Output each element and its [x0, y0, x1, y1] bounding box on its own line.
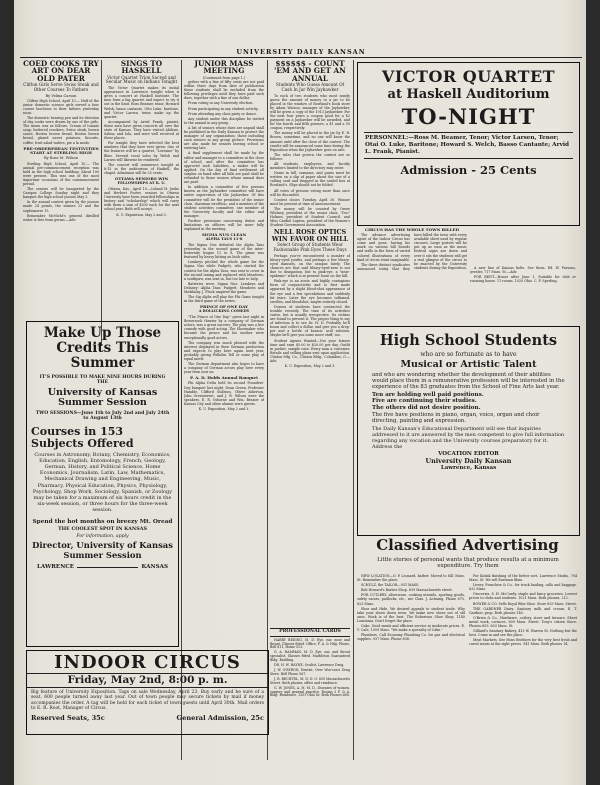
- notices-list: [470, 266, 576, 283]
- vocation-editor: VOCATION EDITOR: [438, 450, 499, 457]
- sessions-dates: TWO SESSIONS—June 1th to July 2nd and July 24th to August 13th: [35, 410, 170, 422]
- classified-left-list: [357, 574, 465, 641]
- paragraph: A list of seniors whose dues are unpaid shall be published in the Daily Kansan to protect the manager of any organization; those including such seniors in any group picture. Provisions are also made for seniors leaving school or entering late.: [184, 125, 264, 151]
- exposition-tag: K. U. Exposition, May 2 and 3.: [116, 213, 167, 218]
- paragraph: To each of two students who most nearly guess the amount of money in a jar to be placed in the window of Rowland's book store by Adam Watson, manager of the Jayhawker, will be given a copy of the 1913 Jayhawker. For the next four years a coupon good for a $2 payment on a Jayhawker will be awarded, and for the fourth and fifth guesses, a $1 and a 50 coupon, respectively.: [270, 93, 350, 131]
- article-ottawa-body: [104, 187, 179, 212]
- paragraph: gether with a fine of fifty cents are not paid within three days from date of publication these students shall be excluded from the following privileges until they have paid such dues, together with a fine of one dollar.: [184, 79, 264, 101]
- paragraph: BOWER & CO. Sells Royal Blue Shoe. Store 829 Mass. Street.: [473, 601, 577, 606]
- subhead-nell-rose-optics: Select Group of Students Wear Fashionable Pink Eyes These Days: [273, 242, 347, 253]
- paragraph: Perhaps you've encountered a number of bleary-eyed youths, and perhaps a few bleary-eyed damsels, on the campus lately. The chances are that said bleary-eyed-ness is not due to dissipation, but to pink-eye, a "near-epidemic" which is at present loose on the hill.: [270, 253, 350, 279]
- paragraph: FOR RENT—House after June 1. Suitable for club or rooming house. 11 rooms. 1020 Ohio. C. F. Sperling.: [470, 275, 576, 284]
- director-summer-session: Director, University of Kansas Summer Session: [32, 540, 173, 560]
- victor-quartet-ad: [357, 62, 580, 226]
- professional-cards-list: [270, 639, 350, 699]
- paragraph: In addition a committee of five persons known as the Jayhawker committee will have entire supervision of the Jayhawker. Of this committee will be the president of the senior class, chairman ex-officio, and a member of the student activities committee, one member of the University faculty and the editor and manager.: [184, 185, 264, 218]
- paragraph: The Sig Alphs will play the Phi Gams tonight in the third game of the series.: [184, 295, 264, 304]
- paragraph: The money will be placed in the jar by E. R. Brown, sometime, and no one will know the amount until after the close of the contest. The results will be announced some time during the Exposition when the Jayhawker goes on sale.: [270, 131, 350, 152]
- paragraph: Bob Howard's Barber Shop, 839 Massachusetts street.: [361, 588, 453, 593]
- paragraph: The German department also hopes to have a company of German actors play here every year from now on.: [184, 362, 264, 375]
- professional-cards-title: PROFESSIONAL CARDS: [270, 628, 350, 637]
- indoor-circus-title: INDOOR CIRCUS: [54, 652, 241, 673]
- paragraph: J. R. BECHTEL, M. D. D. O. 835 Massachusetts Street. Both phones, office and residence.: [270, 676, 350, 685]
- paragraph: Groceries. S. H. McCurdy, staple and fancy groceries. Lowest prices to clubs and students. 1021 Mass. Both phones, 212.: [469, 592, 577, 601]
- paragraph: In the annual contest given by the juniors made 24 points, the seniors 23 and the sophomores 15.: [23, 200, 99, 213]
- paragraph: Pink-eye is an acute and highly contagious form of conjunctivitis and is first made apparent by a slight blood-shot appearance of the eye and a few speculations and suddenly fat tears. Later the eye becomes inflamed, swollen, and bloodshot, maybe entirely closed.: [270, 279, 350, 304]
- lawrence-label: LAWRENCE: [37, 563, 75, 570]
- talent-text: and who are wondering whether the development of their abilities would place them in a remunerative profession will be interested in the experience of the 83 graduates from the School of Fine Arts last year.: [372, 371, 565, 391]
- paragraph: NEW LOCATION—O. P. Leonard, barber. Moved to 841 Mass. St. Remember the place.: [357, 574, 465, 583]
- headline-sings-to-haskell: SINGS TO HASKELL: [120, 60, 163, 76]
- paragraph: The money will be counted by Orner Whitney, president of the senior class, "Doc" Holmes, president of Student Council, and Miss Cardiel Lupton, president of the Women's Student Government Association.: [270, 206, 350, 228]
- paragraph: THE GARDNER Dairy. Sanitary milk and cream. E. T. Gardner, prop. Both phones 140.: [469, 606, 577, 615]
- five-positions-text: The five have positions in piano, organ, voice, organ and choir directing, painting and expression.: [372, 412, 540, 425]
- paragraph: Meat Markets. See Moss Brothers for the very best fresh and cured meats at the right prices. 941 Mass. Both phones 14.: [469, 638, 577, 647]
- paragraph: From attending any class party or dance.: [188, 111, 257, 116]
- byline-carson: By Velma Carson: [45, 93, 77, 98]
- paragraph: Name in full, surname, and guess must be written on a slip of paper about the size of a calling card and dropped in the sealed box at Rowland's. Slips should not be folded.: [270, 171, 350, 188]
- column-count-em: [270, 60, 350, 627]
- paragraph: For Kodak finishing of the better sort, Lawrence Studio, 704 Mass. St. We sell Eastman films.: [469, 574, 577, 583]
- headline-count-em: $$$$$$ - COUNT 'EM AND GET AN ANNUAL: [274, 60, 346, 83]
- article-sterling-body: [23, 162, 99, 222]
- university-daily-kansan: University Daily Kansan: [425, 457, 512, 466]
- paragraph: Phi Alpha Delta held its second Founders' Day banquet last night. Dean Green, Professor Hamble, Clifford Sullivan, Oliver Atherton, John Greenstreet, and J. R. Wilson were the speakers. E. R. Osborne and Wm. Brazier of Kansas City and other alumni were guests.: [184, 381, 264, 406]
- paragraph: The rules that govern the contest are as follows:: [270, 152, 350, 161]
- summer-session-ad: [26, 321, 179, 647]
- indoor-circus-text: Big feature of University Exposition. Tags on sale Wednesday, April 23. Buy early and be sure of a seat. 600 people turned away last year. Out of town people may secure tickets by mail if money accompanies the order. A tag will be held for each ticket of town guests until April 30th. Mail orders to E. R. Root, Manager of Circus.: [31, 690, 264, 712]
- paragraph: Lemkeys pitched the whole game for the Sigma Nus while Padgett, who started the contest for the Alpha Taus, was sent to cover in the second inning and replaced with Meadows, a southpaw, was sent in, but too late to help.: [184, 260, 264, 281]
- paragraph: Ottawa, Kas., April 10.—Leland H. Jenks and Herbert Foster, seniors in Ottawa University have been awarded fellowships in history and "scholarship" which will carry with them a sum of $200 each for the next school year. Both will accept.: [104, 186, 179, 212]
- make-up-credits-title: Make Up Those Credits This Summer: [43, 325, 162, 371]
- article-count-body: [270, 94, 350, 228]
- column-junior-mass-meeting: [184, 60, 264, 655]
- paragraph: All votes of persons voting more than once will be discarded.: [270, 188, 350, 197]
- student-agents-ad: [270, 339, 350, 364]
- paragraph: A new line of Kansas belts. See them. Ed. W. Parsons, jeweler, 717 Mass. St.—Adv.: [470, 266, 576, 275]
- column-notices: [470, 266, 576, 326]
- nine-hours-line: IT'S POSSIBLE TO MAKE NINE HOURS DURING THE: [39, 375, 166, 386]
- coolest-spot: THE COOLEST SPOT IN KANSAS: [58, 525, 147, 532]
- educational-department-text: The Daily Kansan's Educational Department will see that inquiries addressed to it are answered by the men competent to give full information regarding any vocation and the University courses preparatory for it. Address the: [372, 425, 565, 450]
- column-rule: [353, 60, 354, 760]
- paragraph: The domestic hearing pen and its devotion of day cooks were drawn by one of the girls. The menu was as follows: Cream of tomato soup, buttered crackers, Swiss steak, brown sauce, Boston brown bread, Boston brown bread, glazed sweet potatoes, biscuits, coffee, fruit salad wafers, pie a la mode.: [23, 115, 99, 145]
- paragraph: From voting in any University election.: [188, 101, 254, 106]
- paragraph: Further provisions concerning duties and limitations on officers will be more fully explained in the meeting.: [184, 218, 264, 232]
- article-coed-cooks-body: [23, 99, 99, 145]
- classified-title: Classified Advertising: [376, 536, 559, 554]
- paragraph: SCHULZ, the TAILOR—931 MASS.: [361, 583, 420, 588]
- indoor-circus-ad: [26, 650, 269, 735]
- masthead-rule: [20, 57, 582, 58]
- paragraph: Shoe and Hide. We desired appeals to student trade. Why take your shoes down town. We make new shoes out of old ones. Work is of the best. The Robertson Shoe Shop. 1140 Louisiana. Don't forget the place.: [357, 606, 465, 623]
- paragraph: The three distinct syndicates announced today that they have billed the town with every available sheet used by regular circuses. Large posters will be put up as soon as the music festival signs are down and over it sits the students will get a real glimpse of the circus to be enacted by the University students during the Exposition.: [357, 233, 467, 271]
- subhead-sings-to-haskell: Victor Quartet Trion Sacred and Secular Music on Indians Tonight: [105, 74, 178, 85]
- paragraph: A final supplement shall be made by the editor and manager to a committee at the close of school, and after the committee has approved such liabilities, a sinker will be applied. On the day of final settlement all surplus on hand after all bills are paid shall be refunded to those seniors whose annual dues are paid.: [184, 151, 264, 185]
- paragraph: Any student under this discipline be invited to the annual in any group.: [184, 116, 264, 125]
- continued-note: (Continued from page 1.): [202, 75, 246, 80]
- paragraph: Contest closes Tuesday, April 30. Winner must be present at time of announcement.: [270, 197, 350, 206]
- paragraph: Plumbers. Call Economy Plumbing Co. for gas and electrical supplies. 937 Mass. Phone 608.: [357, 633, 465, 642]
- paragraph: "The Prince of One Day," given last night in Bowersock theater by a company of German actors, was a great success. The play was a live comedy with good acting. The Shoemaker who became the prince and his mother were exceptionally good actors.: [184, 315, 264, 340]
- victor-quartet-title: VICTOR QUARTET: [381, 67, 556, 86]
- subhead-ottawa-seniors: FELLOWSHIPS AT K. U.: [117, 181, 166, 186]
- paragraph: HARRY REDING, M. D. Eye, ear, nose and throat. Glasses fitted. Office, F. A. & Hdg. Phone, Bell 811, Home 513.: [270, 637, 350, 650]
- headline-nell-rose-optics: NELL ROSE OPTICS WIN FAVOR ON HILL: [271, 228, 349, 243]
- subhead-sigma-nus: ALPHA TAUS 11-8: [205, 237, 243, 242]
- courses-title: Courses in 153 Subjects Offered: [31, 424, 134, 450]
- paragraph: J. W. O'BYRON, Dentist, Over Woo'son's Drug Store. Bell Phone 567.: [270, 668, 350, 676]
- headline-junior-mass-meeting: JUNIOR MASS MEETING: [194, 60, 254, 76]
- paragraph: O'Brien & Co., Hardware, cutlery, stove and tinware. Sheet metal work, cornices, 809 Mass. Street. Tony's citizen Store. Phones 653. 603 Mass. St.: [469, 615, 577, 629]
- paragraph: For tonight they have selected the best numbers that they have ever given. One of the features will be a quartet, "Lorraine" by Bliss. Several vocal solos by Welsh and Larsen will likewise be rendered.: [104, 141, 179, 162]
- paragraph: Accompanied by Arvid Frank, pianist, these men have given concerts all over the state of Kansas. They have visited Abilene, Salina, and Iola, and were well received at these places.: [104, 119, 179, 141]
- tonight-line: TO-NIGHT: [401, 103, 536, 129]
- general-admission: General Admission, 25c: [176, 713, 264, 722]
- paragraph: Batteries were: Sigma Nus: Lemkeys and Delaney; Alpha Taus: Padgett, Meadows and Meddalay. J. Fluck umpired the game.: [184, 281, 264, 295]
- exposition-tag: K. U. Exposition, May 2 and 3.: [284, 364, 336, 369]
- subhead-count-em: Students Who Guess Amount Of Cash In Jar Win Jayhawker: [275, 82, 345, 92]
- paragraph: From participating in any student activity.: [188, 106, 259, 111]
- subhead-coed-cooks: Clifton Girls Serve Swiss Steak and Other Courses To Fathers: [23, 82, 99, 92]
- column-circus-billed: [357, 228, 467, 328]
- article-nell-body: [270, 254, 350, 338]
- paragraph: Gilliard's Sanitary Bakery, 413 W. Warren St. Nothing but the best. Come in and see the place.: [469, 629, 577, 638]
- paragraph: The seniors will be banqueted by the Campus College Sunday night and they banquet the high school juniors May 3.: [23, 187, 99, 200]
- paragraph: The Victor Quartet makes its initial appearance in Lawrence tonight when it gives a concert at Haskell Institute. The men form a big quartet and expect to try it out in the limit. Ross Beamer, tenor, Howard Welsh, basso cantante, Otto Luke, baritone, and Victor Larsen, tenor, make up the quartet.: [104, 86, 179, 119]
- article-circus-body: [357, 233, 467, 271]
- paragraph: The company was much pleased with the interest displayed in their German production and expects to play here again next year, probably giving Wilhelm Tell or some play of equal merit.: [184, 340, 264, 361]
- paragraph: G. A. HAMMAN, M. D. Eye, ear, and throat specialist. Glasses fitted. Marbleton Guaranteed Bldg. Building.: [270, 650, 350, 663]
- newspaper-sheet: [20, 30, 582, 778]
- column-rule: [101, 60, 102, 346]
- paragraph: Remember McNicht's general distilled water is free from germs.—Adv.: [23, 213, 99, 222]
- byline-wilson: By Rose M. Wilson: [43, 156, 78, 161]
- column-coed-cooks: [23, 60, 99, 346]
- lawrence-kansas: Lawrence, Kansas: [440, 464, 497, 471]
- paragraph: DR. H. W. HAYNE, Oculist, Lawrence Drug.: [274, 663, 345, 668]
- info-apply: For information, apply: [76, 534, 129, 540]
- quartet-personnel: PERSONNEL:—Ross M. Beamer, Tenor; Victor Larsen, Tenor; Otai O. Luke, Baritone; Howard S. Welch, Basso Cantante; Arvid L. Frank, Pianist.: [364, 132, 573, 159]
- paragraph: Sterling High School, April 10.— The annual pre-commencement reception was held in the high school building. About 100 were present. This was one of the most important occasions of the commencement period.: [23, 161, 99, 186]
- article-junior-body: [184, 80, 264, 231]
- headline-ottawa-seniors: OTTAWA SENIORS WIN: [114, 176, 169, 182]
- column-sings-to-haskell: [104, 60, 179, 346]
- spend-hot-months: Spend the hot months on breezy Mt. Oread: [32, 518, 173, 525]
- paragraph: Dozens of students have contracted the trouble recently. The time of its activities varies, but is usually irrespective. Its victims are found to prevent it. The proper thing to say of infection is to see Dr. H. D. Probably he'll boom and collect a dollar, and give you a drop-per and a bottle of boracic acid solution. Maybe he'll give you some more stuff, too.: [270, 304, 350, 338]
- talent-line: Musical or Artistic Talent: [400, 359, 537, 370]
- reserved-seats: Reserved Seats, 35c: [31, 713, 105, 722]
- paragraph: Cake. Good meals and efficient service at moderate prices. E. V. Cafe, 1009 Mass. "We make a specialty of Cake.": [357, 624, 465, 633]
- headline-prince-of-one-day: PRINCE OF ONE DAY: [199, 304, 248, 310]
- headline-sterling-high: PRE-ORDERPHEAN TESTIVITIES START AT STERLING HIGH: [23, 145, 99, 156]
- article-pad-body: [184, 381, 264, 406]
- classified-intro: Little stories of personal wants that produce results at a minimum expenditure. Try them: [377, 557, 559, 570]
- paragraph: The advance advertising agent of the Indoor Circus has come and gone, having his mark on various bill boards and walls in the form of varied colored illustrations of every kind of circus stunt imaginable.: [357, 233, 410, 262]
- five-studies: Five are continuing their studies.: [372, 398, 477, 405]
- article-sigma-body: [184, 243, 264, 303]
- masthead: UNIVERSITY DAILY KANSAN: [236, 48, 366, 56]
- paragraph: G. W. JONES, A. M. M. D., Diseases of women, surgery and general practice. Rooms 3 F. & A. Bldg. Residence, 1201 Ohio St. Both Phones 668.: [270, 685, 350, 698]
- fortunate-line: who are so fortunate as to have: [420, 351, 517, 358]
- ten-positions: Ten are holding well paid positions.: [372, 391, 484, 398]
- paragraph: FOR CUTLERY, silverware, cooking utensils, sporting goods, safety razors, padlocks, etc., see Chas. J. Achning, Phone 675, 823 Mass.: [357, 593, 465, 606]
- professional-cards: [270, 628, 350, 730]
- paragraph: The concert will commence tonight at 8:15 in the auditorium of Haskell, the chapel. Admission will be 25 cents.: [104, 162, 179, 175]
- classified-right-column: [469, 574, 577, 732]
- location-dash: [77, 564, 138, 568]
- headline-pad-banquet: P. A. D. Holds Annual Banquet: [190, 375, 258, 381]
- paragraph: All students, employees, and faculty members limited to the directory may enter.: [270, 162, 350, 171]
- paragraph: Livery. Franchise & Co., for truck hauling, calls and baggage. 632 Mass.: [469, 583, 577, 592]
- headline-sigma-nus: SIGMA NUS CLEAN: [201, 232, 247, 238]
- kansas-label: KANSAS: [141, 563, 168, 570]
- location-line: [37, 564, 168, 570]
- paragraph: The Sigma Nus defeated the Alpha Taus yesterday in the second game of the inter-fraternity league 11 to 8. The game was featured by heavy hitting on both sides.: [184, 242, 264, 260]
- paragraph: Clifton High School, April 10.— Half of the junior domestic science girls served a four course luncheon to their fathers yesterday noon.: [23, 98, 99, 115]
- indoor-circus-date: Friday, May 2nd, 8:00 p. m.: [27, 673, 268, 688]
- classified-left-column: [357, 574, 465, 732]
- exposition-tag: K. U. Exposition, May 2 and 3.: [198, 406, 250, 411]
- classified-right-list: [469, 574, 577, 647]
- headline-circus-billed: CIRCUS HAS THE WHOLE TOWN BILLED: [364, 228, 460, 232]
- haskell-auditorium-line: at Haskell Auditorium: [387, 87, 550, 103]
- article-prince-body: [184, 315, 264, 374]
- high-school-students-ad: [357, 326, 580, 536]
- article-sings-body: [104, 86, 179, 175]
- courses-list: Courses in Astronomy, Botany, Chemistry, Economics, Education, English, Entomology, French, Geology, German, History, and Political Science, Home Economics, Journalism, Latin, Law, Mathematics, Mechanical Drawing and Engineering, Music, Pharmacy, Physical Education, Physics, Physiology, Psychology, Shop Work, Sociology, Spanish, or Zoology may be taken for a maximum of six hours credit in the six-week session, or three hours for the three-week session.: [32, 451, 173, 514]
- admission-price: Admission - 25 Cents: [400, 162, 537, 177]
- others-line: The others did not desire position.: [372, 404, 481, 411]
- headline-coed-cooks: COED COOKS TRY ART ON DEAR OLD PATER: [23, 60, 99, 83]
- paragraph: Student Agents Wanted—Use your leisure time and earn $5.00 to $20.00 per day. Outfit in pocket; sample case. Every man a customer. Retails and selling plans sent upon application. Clinton Mfg. Co., Clinton Bldg., Columbus, O.—Adv.: [270, 338, 350, 363]
- subhead-prince-of-one-day: A ROLLICKING COMEDY: [198, 309, 250, 314]
- high-school-title: High School Students: [379, 332, 558, 349]
- indoor-circus-prices: [31, 714, 264, 722]
- summer-session-name: University of Kansas Summer Session: [47, 386, 158, 409]
